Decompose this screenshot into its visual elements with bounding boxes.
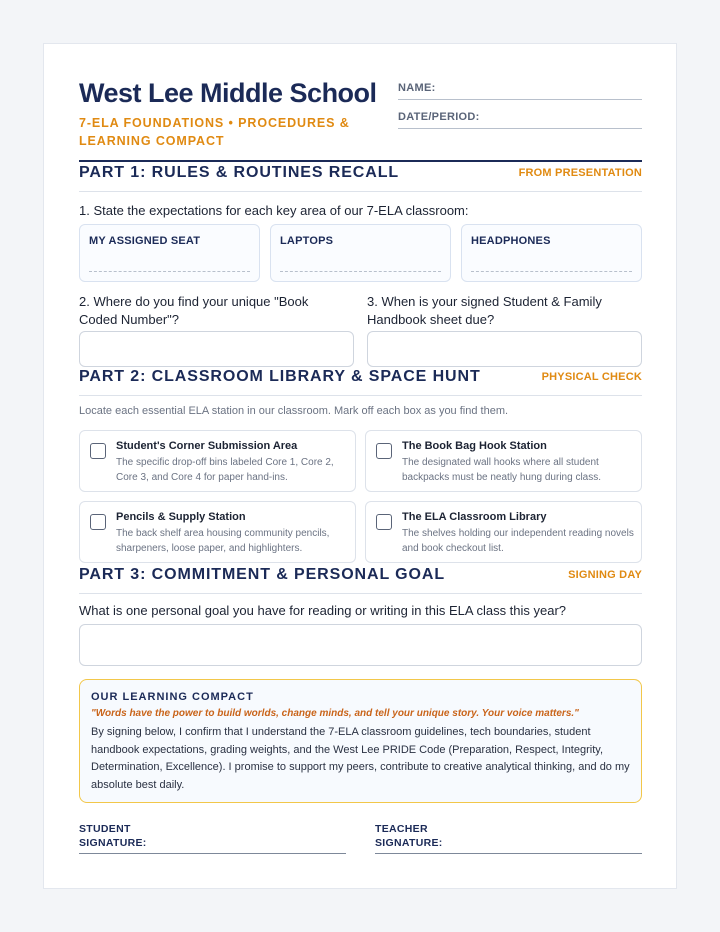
personal-goal-answer-box[interactable] bbox=[79, 624, 642, 666]
part2-title: PART 2: CLASSROOM LIBRARY & SPACE HUNT bbox=[79, 368, 481, 385]
compact-heading: OUR LEARNING COMPACT bbox=[91, 691, 254, 703]
student-signature-label: STUDENT SIGNATURE: bbox=[79, 823, 147, 849]
seat-expectation-box[interactable] bbox=[79, 224, 260, 282]
laptops-label: LAPTOPS bbox=[280, 235, 334, 247]
headphones-expectation-box[interactable] bbox=[461, 224, 642, 282]
part2-tag: PHYSICAL CHECK bbox=[541, 371, 642, 383]
handbook-due-answer-box[interactable] bbox=[367, 331, 642, 367]
date-period-field[interactable] bbox=[398, 111, 642, 129]
station-description: The specific drop-off bins labeled Core 1, Core 2, Core 3, and Core 4 for paper hand-ins. bbox=[116, 457, 334, 483]
station-checkbox[interactable] bbox=[376, 514, 392, 530]
part1-header bbox=[79, 160, 642, 192]
station-title: The ELA Classroom Library bbox=[402, 511, 547, 523]
date-period-label: DATE/PERIOD: bbox=[398, 111, 480, 123]
station-pencils-supply bbox=[79, 501, 356, 563]
compact-quote: "Words have the power to build worlds, change minds, and tell your unique story. Your voice matters." bbox=[91, 708, 579, 719]
station-title: The Book Bag Hook Station bbox=[402, 440, 547, 452]
part1-question-2: 2. Where do you find your unique "Book Coded Number"? bbox=[79, 294, 309, 327]
part1-title: PART 1: RULES & ROUTINES RECALL bbox=[79, 164, 400, 181]
compact-body: By signing below, I confirm that I understand the 7-ELA classroom guidelines, tech boundaries, student handbook expectations, grading weights, and the West Lee PRIDE Code (Preparation, Respect, Integrity, Determination, Excellence). I promise to support my peers, contribute to creative analytical thinking, and do my absolute best daily. bbox=[91, 726, 630, 791]
learning-compact-box bbox=[79, 679, 642, 803]
station-checkbox[interactable] bbox=[376, 443, 392, 459]
school-name: West Lee Middle School bbox=[79, 78, 377, 108]
teacher-signature-line[interactable] bbox=[375, 822, 642, 854]
part3-question: What is one personal goal you have for reading or writing in this ELA class this year? bbox=[79, 603, 567, 618]
part2-instructions: Locate each essential ELA station in our classroom. Mark off each box as you find them. bbox=[79, 405, 509, 417]
station-title: Pencils & Supply Station bbox=[116, 511, 246, 523]
station-submission-area bbox=[79, 430, 356, 492]
part2-header bbox=[79, 364, 642, 396]
part1-question-1: 1. State the expectations for each key area of our 7-ELA classroom: bbox=[79, 203, 469, 218]
headphones-answer-line bbox=[471, 271, 632, 272]
name-label: NAME: bbox=[398, 82, 436, 94]
part1-question-3: 3. When is your signed Student & Family Handbook sheet due? bbox=[367, 294, 602, 327]
laptops-answer-line bbox=[280, 271, 441, 272]
worksheet-page bbox=[43, 43, 677, 889]
station-book-bag-hooks bbox=[365, 430, 642, 492]
headphones-label: HEADPHONES bbox=[471, 235, 551, 247]
part3-title: PART 3: COMMITMENT & PERSONAL GOAL bbox=[79, 566, 446, 583]
name-field[interactable] bbox=[398, 82, 642, 100]
teacher-signature-label: TEACHER SIGNATURE: bbox=[375, 823, 443, 849]
seat-label: MY ASSIGNED SEAT bbox=[89, 235, 201, 247]
station-description: The designated wall hooks where all student backpacks must be neatly hung during class. bbox=[402, 457, 601, 483]
part1-tag: FROM PRESENTATION bbox=[518, 167, 642, 179]
worksheet-subtitle: 7-ELA FOUNDATIONS • PROCEDURES & LEARNING COMPACT bbox=[79, 116, 350, 148]
station-title: Student's Corner Submission Area bbox=[116, 440, 298, 452]
station-classroom-library bbox=[365, 501, 642, 563]
part3-tag: SIGNING DAY bbox=[568, 569, 642, 581]
student-signature-line[interactable] bbox=[79, 822, 346, 854]
book-code-answer-box[interactable] bbox=[79, 331, 354, 367]
station-description: The shelves holding our independent reading novels and book checkout list. bbox=[402, 528, 634, 554]
station-checkbox[interactable] bbox=[90, 443, 106, 459]
seat-answer-line bbox=[89, 271, 250, 272]
part3-header bbox=[79, 562, 642, 594]
station-description: The back shelf area housing community pencils, sharpeners, loose paper, and highlighters. bbox=[116, 528, 330, 554]
station-checkbox[interactable] bbox=[90, 514, 106, 530]
laptops-expectation-box[interactable] bbox=[270, 224, 451, 282]
